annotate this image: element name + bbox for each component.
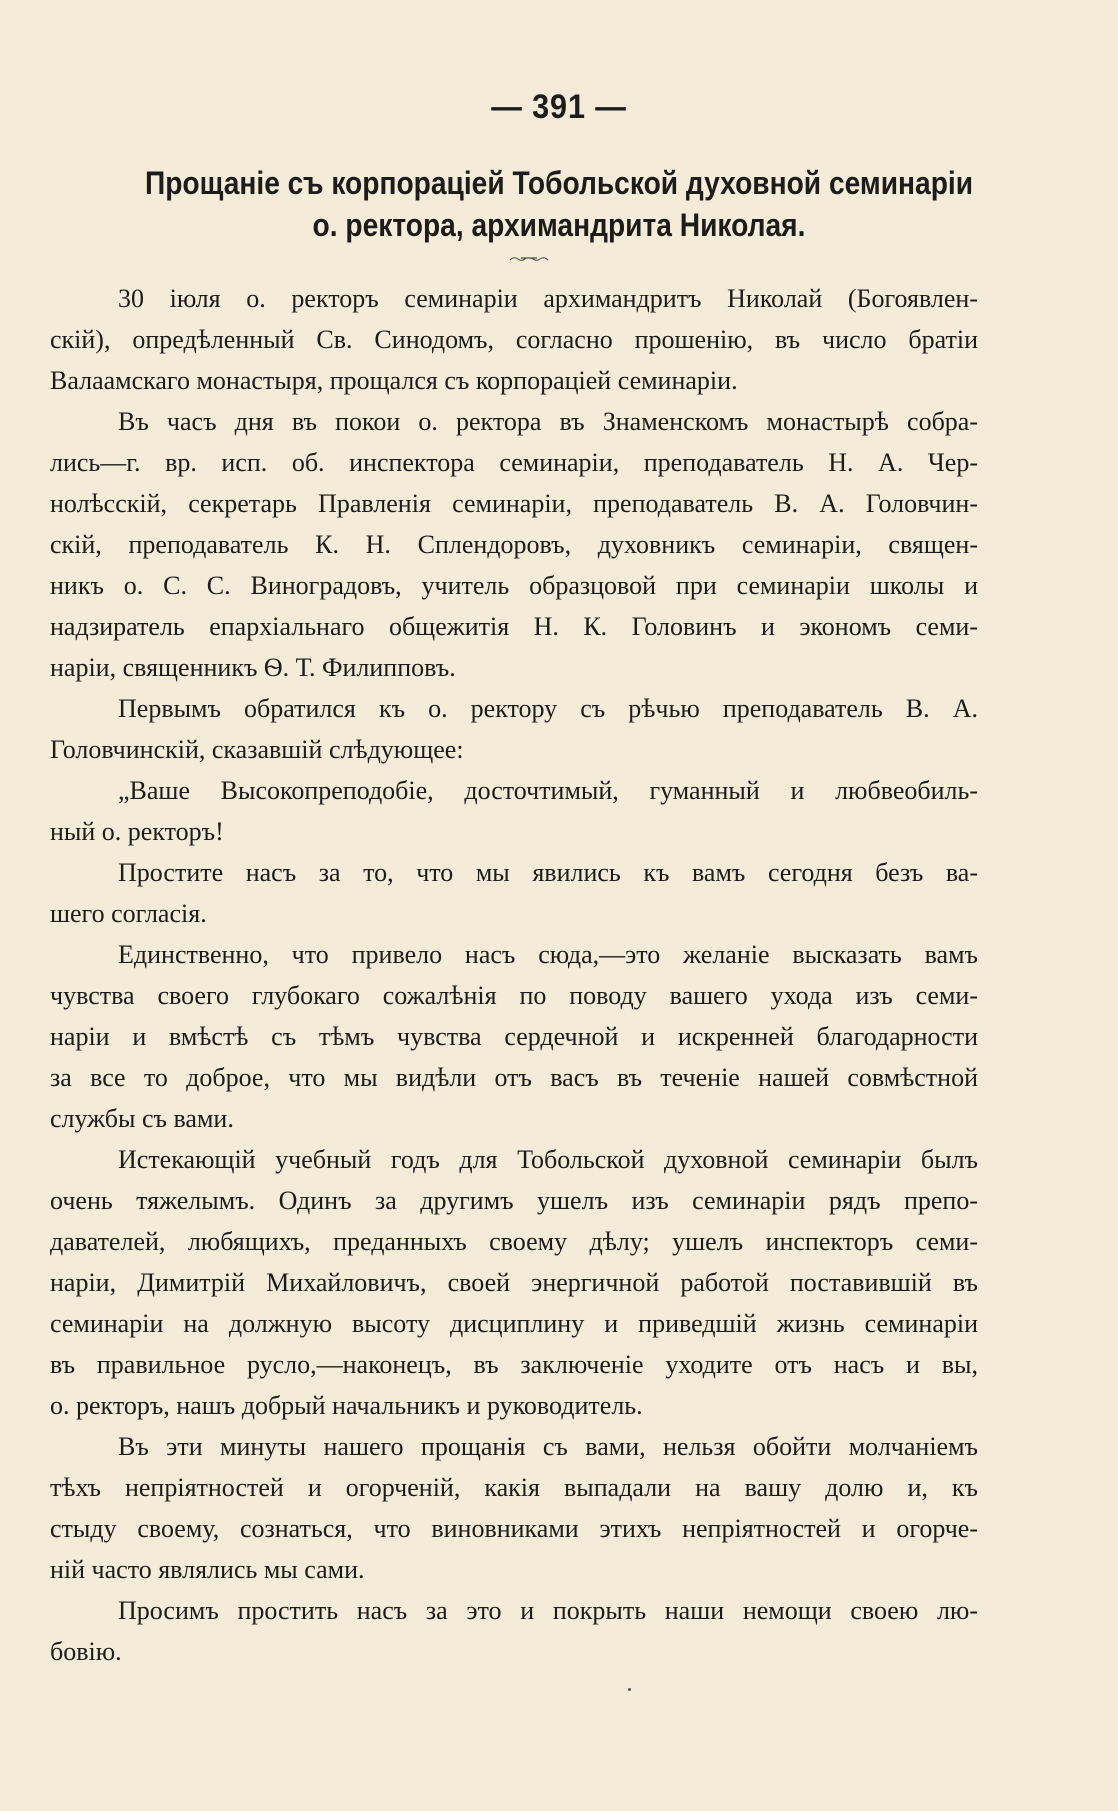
text-line: Головчинскій, сказавшій слѣдующее: <box>50 735 464 764</box>
text-line: лись—г. вр. исп. об. инспектора семинаріи, преподаватель Н. А. Чер- <box>50 448 978 477</box>
text-line: за все то доброе, что мы видѣли отъ васъ въ теченіе нашей совмѣстной <box>50 1063 978 1092</box>
text-line: скій, преподаватель К. Н. Сплендоровъ, духовникъ семинаріи, священ- <box>50 530 978 559</box>
text-line: въ правильное русло,—наконецъ, въ заключеніе уходите отъ насъ и вы, <box>50 1350 978 1379</box>
text-line: 30 іюля о. ректоръ семинаріи архимандритъ Николай (Богоявлен- <box>118 284 978 313</box>
text-line: семинаріи на должную высоту дисциплину и приведшій жизнь семинаріи <box>50 1309 978 1338</box>
paragraph <box>50 278 978 401</box>
page-number: — 391 — <box>491 88 627 126</box>
text-line: Валаамскаго монастыря, прощался съ корпораціей семинаріи. <box>50 366 738 395</box>
text-line: наріи и вмѣстѣ съ тѣмъ чувства сердечной и искренней благодарности <box>50 1022 978 1051</box>
paragraph <box>50 1426 978 1590</box>
text-line: наріи, священникъ Ѳ. Т. Филипповъ. <box>50 653 456 682</box>
text-line: бовію. <box>50 1637 122 1666</box>
paragraph <box>50 1139 978 1426</box>
text-line: о. ректоръ, нашъ добрый начальникъ и руководитель. <box>50 1391 643 1420</box>
text-line: Истекающій учебный годъ для Тобольской духовной семинаріи былъ <box>118 1145 978 1174</box>
paragraph <box>50 1590 978 1672</box>
text-line: шего согласія. <box>50 899 207 928</box>
text-line: Въ эти минуты нашего прощанія съ вами, нельзя обойти молчаніемъ <box>118 1432 978 1461</box>
text-line: нолѣсскій, секретарь Правленія семинаріи, преподаватель В. А. Головчин- <box>50 489 978 518</box>
article-title <box>102 162 1015 246</box>
text-line: Единственно, что привело насъ сюда,—это желаніе высказать вамъ <box>118 940 978 969</box>
text-line: Простите насъ за то, что мы явились къ вамъ сегодня безъ ва- <box>118 858 978 887</box>
text-line: наріи, Димитрій Михайловичъ, своей энергичной работой поставившій въ <box>50 1268 978 1297</box>
article-title-line-2: о. ректора, архимандрита Николая. <box>312 207 806 243</box>
paragraph <box>50 770 978 852</box>
text-line: никъ о. С. С. Виноградовъ, учитель образцовой при семинаріи школы и <box>50 571 978 600</box>
text-line: давателей, любящихъ, преданныхъ своему дѣлу; ушелъ инспекторъ семи- <box>50 1227 978 1256</box>
text-line: ный о. ректоръ! <box>50 817 224 846</box>
text-line: очень тяжелымъ. Одинъ за другимъ ушелъ изъ семинаріи рядъ препо- <box>50 1186 978 1215</box>
text-line: „Ваше Высокопреподобіе, досточтимый, гуманный и любвеобиль- <box>118 776 978 805</box>
paragraph <box>50 934 978 1139</box>
text-line: стыду своему, сознаться, что виновниками этихъ непріятностей и огорче- <box>50 1514 978 1543</box>
paragraph <box>50 852 978 934</box>
body-text <box>50 278 978 1672</box>
text-line: ній часто являлись мы сами. <box>50 1555 365 1584</box>
text-line: Просимъ простить насъ за это и покрыть наши немощи своею лю- <box>118 1596 978 1625</box>
text-line: скій), опредѣленный Св. Синодомъ, согласно прошенію, въ число братіи <box>50 325 978 354</box>
paragraph <box>50 401 978 688</box>
print-speck <box>628 1688 631 1691</box>
article-title-line-1: Прощаніе съ корпораціей Тобольской духовной семинаріи <box>144 165 974 201</box>
text-line: тѣхъ непріятностей и огорченій, какія выпадали на вашу долю и, къ <box>50 1473 978 1502</box>
divider-ornament-icon <box>509 252 549 264</box>
text-line: службы съ вами. <box>50 1104 234 1133</box>
text-line: надзиратель епархіальнаго общежитія Н. К. Головинъ и экономъ семи- <box>50 612 978 641</box>
text-line: Первымъ обратился къ о. ректору съ рѣчью преподаватель В. А. <box>118 694 978 723</box>
paragraph <box>50 688 978 770</box>
text-line: чувства своего глубокаго сожалѣнія по поводу вашего ухода изъ семи- <box>50 981 978 1010</box>
text-line: Въ часъ дня въ покои о. ректора въ Знаменскомъ монастырѣ собра- <box>118 407 978 436</box>
